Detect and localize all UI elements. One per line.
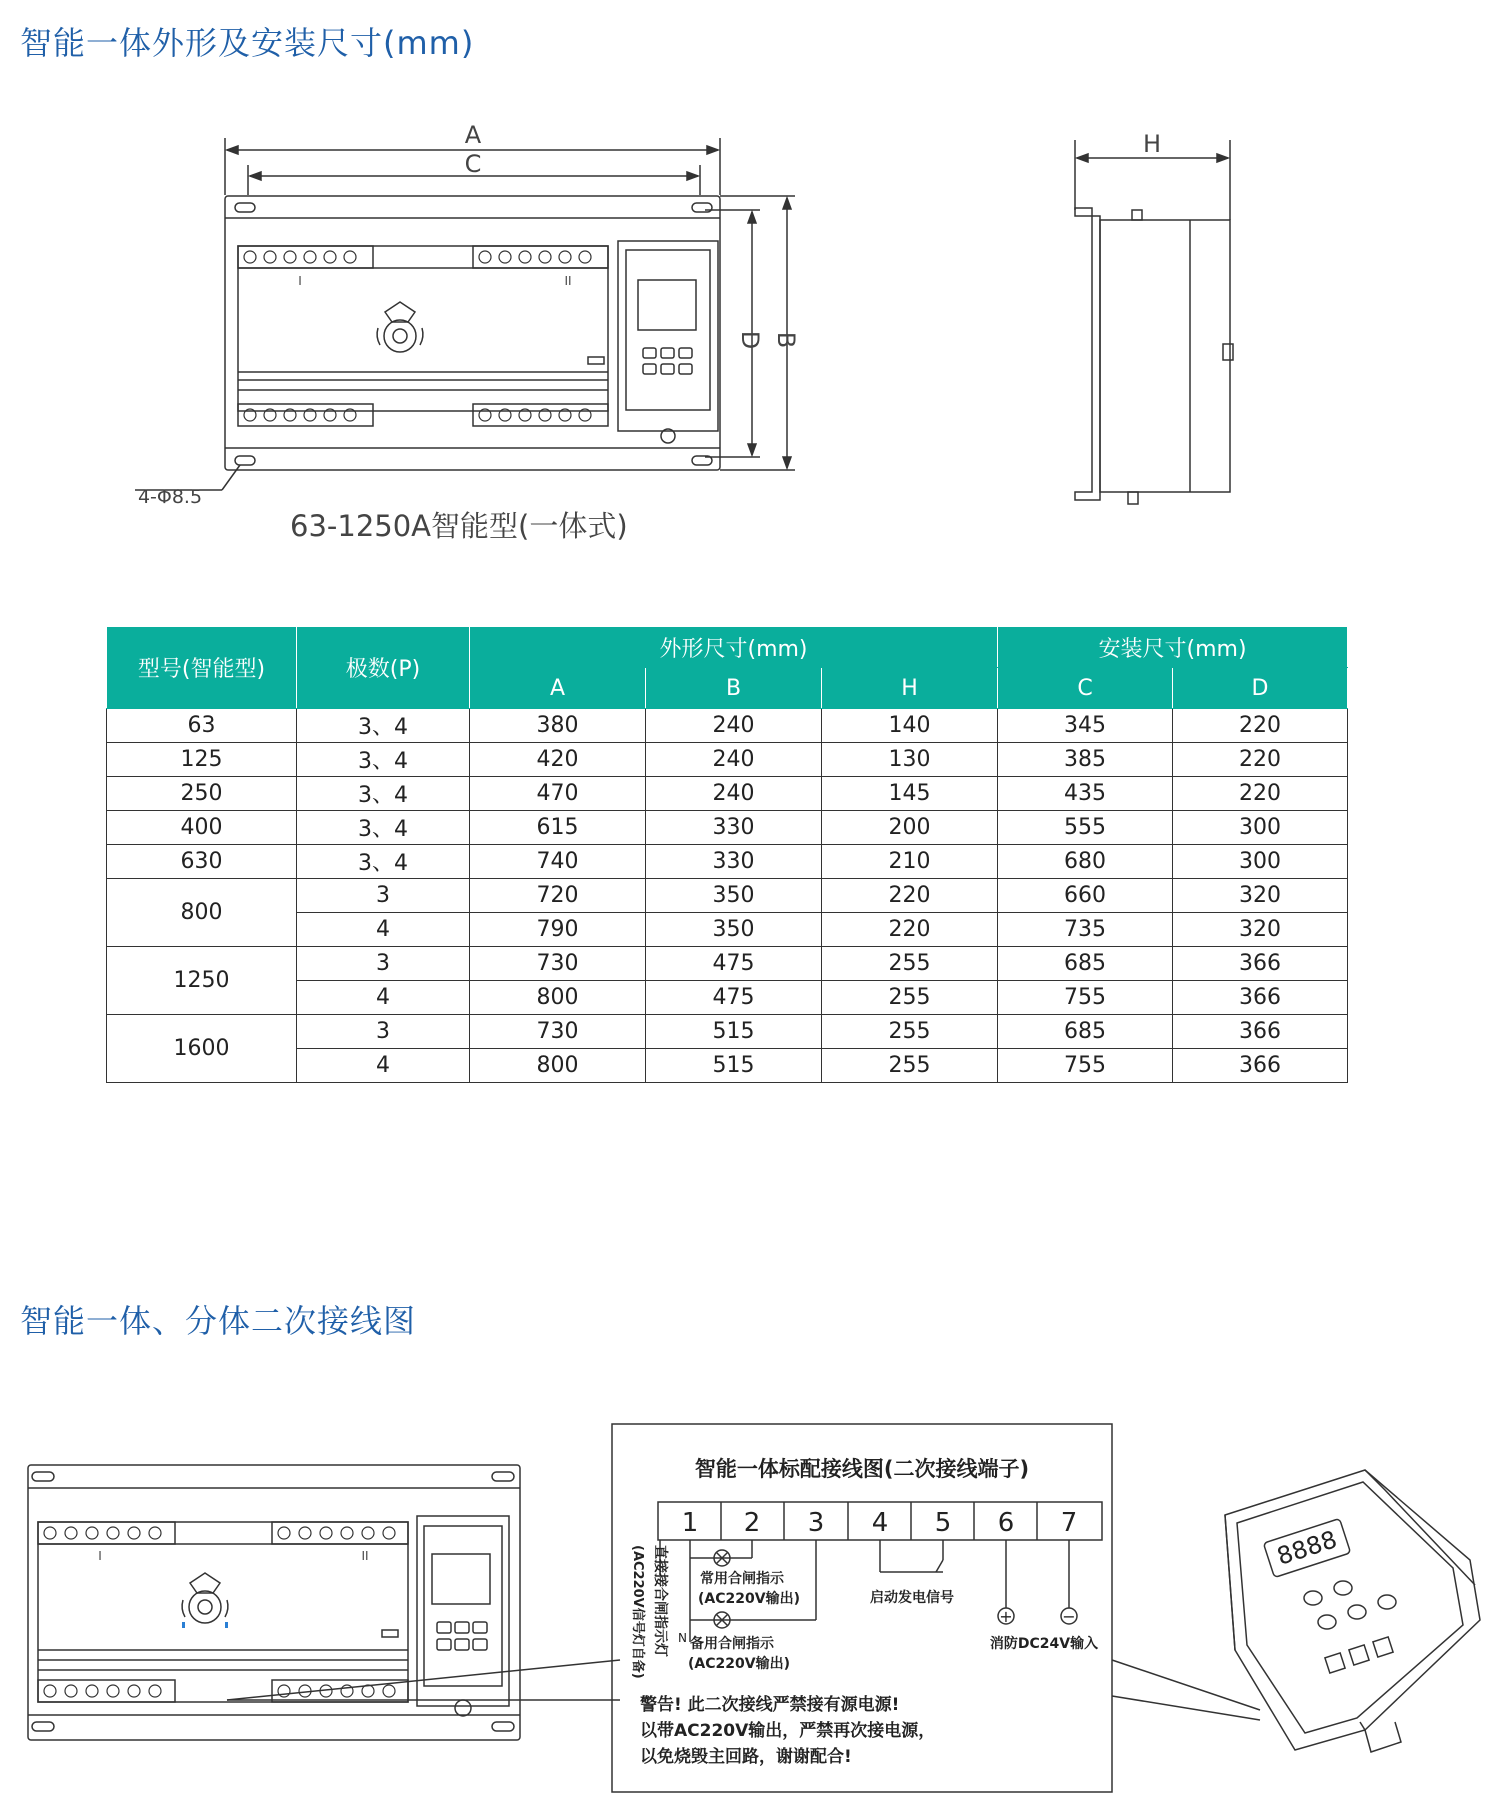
cell-h: 255	[822, 1015, 998, 1049]
warning-line-1: 警告! 此二次接线严禁接有源电源!	[640, 1695, 900, 1715]
table-row	[107, 709, 1348, 743]
terminal-6: 6	[997, 1508, 1015, 1538]
cell-poles: 4	[297, 1049, 470, 1083]
section-title-dimensions: 智能一体外形及安装尺寸(mm)	[20, 24, 475, 62]
wiring-title: 智能一体标配接线图(二次接线端子)	[694, 1457, 1030, 1481]
cell-a: 730	[470, 947, 646, 981]
section-title-wiring: 智能一体、分体二次接线图	[20, 1302, 417, 1340]
header-h: H	[822, 668, 998, 709]
cell-c: 435	[998, 777, 1173, 811]
header-poles: 极数(P)	[297, 627, 470, 709]
cell-a: 730	[470, 1015, 646, 1049]
dim-label-c: C	[464, 150, 482, 178]
cell-b: 350	[646, 879, 822, 913]
cell-d: 320	[1173, 879, 1348, 913]
header-a: A	[470, 668, 646, 709]
cell-d: 300	[1173, 845, 1348, 879]
cell-model: 63	[107, 709, 297, 743]
cell-b: 240	[646, 777, 822, 811]
warning-line-3: 以免烧毁主回路，谢谢配合!	[640, 1747, 852, 1767]
cell-b: 350	[646, 913, 822, 947]
terminal-2: 2	[743, 1508, 761, 1538]
cell-model: 800	[107, 879, 297, 947]
header-d: D	[1173, 668, 1348, 709]
cell-a: 470	[470, 777, 646, 811]
cell-a: 380	[470, 709, 646, 743]
cell-c: 385	[998, 743, 1173, 777]
cell-h: 210	[822, 845, 998, 879]
terminal-3: 3	[807, 1508, 825, 1538]
side-view-drawing	[1040, 120, 1280, 510]
cell-h: 130	[822, 743, 998, 777]
cell-h: 255	[822, 1049, 998, 1083]
dim-label-d: D	[736, 330, 764, 350]
cell-c: 755	[998, 1049, 1173, 1083]
header-b: B	[646, 668, 822, 709]
dim-label-h: H	[1142, 130, 1162, 158]
plus-symbol: +	[999, 1607, 1013, 1626]
cell-d: 320	[1173, 913, 1348, 947]
cell-d: 366	[1173, 1049, 1348, 1083]
cell-poles: 4	[297, 981, 470, 1015]
cell-c: 660	[998, 879, 1173, 913]
cell-a: 720	[470, 879, 646, 913]
cell-b: 240	[646, 709, 822, 743]
cell-h: 255	[822, 947, 998, 981]
cell-poles: 3、4	[297, 743, 470, 777]
hole-label: 4-Φ8.5	[137, 486, 203, 508]
cell-a: 790	[470, 913, 646, 947]
controller-module-drawing	[1215, 1460, 1495, 1770]
cell-poles: 3、4	[297, 709, 470, 743]
warning-line-2: 以带AC220V输出，严禁再次接电源，	[640, 1721, 936, 1741]
cell-c: 345	[998, 709, 1173, 743]
front-view-drawing	[0, 0, 820, 520]
pole-mark-ii: II	[564, 274, 572, 288]
cell-c: 555	[998, 811, 1173, 845]
cell-d: 220	[1173, 777, 1348, 811]
n-mark: N	[678, 1631, 687, 1645]
cell-model: 125	[107, 743, 297, 777]
cell-h: 220	[822, 913, 998, 947]
cell-c: 685	[998, 947, 1173, 981]
terminal-1: 1	[681, 1508, 699, 1538]
table-row	[107, 811, 1348, 845]
cell-c: 680	[998, 845, 1173, 879]
cell-b: 330	[646, 811, 822, 845]
cell-d: 220	[1173, 743, 1348, 777]
cell-model: 1250	[107, 947, 297, 1015]
cell-c: 755	[998, 981, 1173, 1015]
cell-model: 630	[107, 845, 297, 879]
cell-d: 366	[1173, 947, 1348, 981]
cell-model: 1600	[107, 1015, 297, 1083]
lamp-note: (AC220V信号灯自备)	[630, 1545, 645, 1679]
terminal-4: 4	[871, 1508, 889, 1538]
cell-b: 330	[646, 845, 822, 879]
dim-label-b: B	[772, 331, 800, 349]
backup-close-output: (AC220V输出)	[688, 1656, 790, 1672]
cell-b: 475	[646, 981, 822, 1015]
cell-poles: 3	[297, 879, 470, 913]
cell-h: 145	[822, 777, 998, 811]
header-c: C	[998, 668, 1173, 709]
pole-mark-i: I	[298, 274, 302, 288]
pole-mark-ii: II	[361, 1549, 369, 1563]
cell-model: 250	[107, 777, 297, 811]
table-row	[107, 845, 1348, 879]
normal-close-label: 常用合闸指示	[700, 1571, 784, 1587]
display-digits: 8888	[1273, 1525, 1341, 1571]
breaker-front-drawing	[0, 1450, 540, 1760]
generator-signal-label: 启动发电信号	[870, 1590, 954, 1606]
cell-b: 240	[646, 743, 822, 777]
cell-c: 735	[998, 913, 1173, 947]
cell-d: 366	[1173, 1015, 1348, 1049]
cell-b: 475	[646, 947, 822, 981]
table-row	[107, 777, 1348, 811]
table-row	[107, 743, 1348, 777]
cell-h: 200	[822, 811, 998, 845]
table-row	[107, 1015, 1348, 1049]
header-outer: 外形尺寸(mm)	[470, 627, 998, 668]
dimension-table	[106, 626, 1348, 1083]
cell-a: 740	[470, 845, 646, 879]
lamp-label: 直接接合闸指示灯	[652, 1545, 668, 1657]
cell-poles: 3、4	[297, 777, 470, 811]
terminal-5: 5	[934, 1508, 952, 1538]
cell-b: 515	[646, 1015, 822, 1049]
cell-d: 300	[1173, 811, 1348, 845]
cell-model: 400	[107, 811, 297, 845]
dim-label-a: A	[464, 121, 482, 149]
cell-h: 140	[822, 709, 998, 743]
table-row	[107, 947, 1348, 981]
cell-a: 800	[470, 981, 646, 1015]
cell-d: 220	[1173, 709, 1348, 743]
cell-a: 800	[470, 1049, 646, 1083]
cell-a: 615	[470, 811, 646, 845]
front-view-caption: 63-1250A智能型(一体式)	[290, 509, 628, 543]
cell-poles: 3	[297, 1015, 470, 1049]
backup-close-label: 备用合闸指示	[690, 1636, 774, 1652]
header-model: 型号(智能型)	[107, 627, 297, 709]
fire-input-label: 消防DC24V输入	[989, 1636, 1099, 1652]
wiring-diagram	[600, 1420, 1120, 1800]
minus-symbol: −	[1062, 1607, 1076, 1626]
cell-poles: 3、4	[297, 811, 470, 845]
cell-poles: 3	[297, 947, 470, 981]
normal-close-output: (AC220V输出)	[698, 1591, 800, 1607]
cell-c: 685	[998, 1015, 1173, 1049]
cell-poles: 4	[297, 913, 470, 947]
cell-poles: 3、4	[297, 845, 470, 879]
table-row	[107, 879, 1348, 913]
cell-b: 515	[646, 1049, 822, 1083]
pole-mark-i: I	[98, 1549, 102, 1563]
header-install: 安装尺寸(mm)	[998, 627, 1348, 668]
terminal-7: 7	[1060, 1508, 1078, 1538]
cell-h: 255	[822, 981, 998, 1015]
cell-h: 220	[822, 879, 998, 913]
cell-a: 420	[470, 743, 646, 777]
cell-d: 366	[1173, 981, 1348, 1015]
